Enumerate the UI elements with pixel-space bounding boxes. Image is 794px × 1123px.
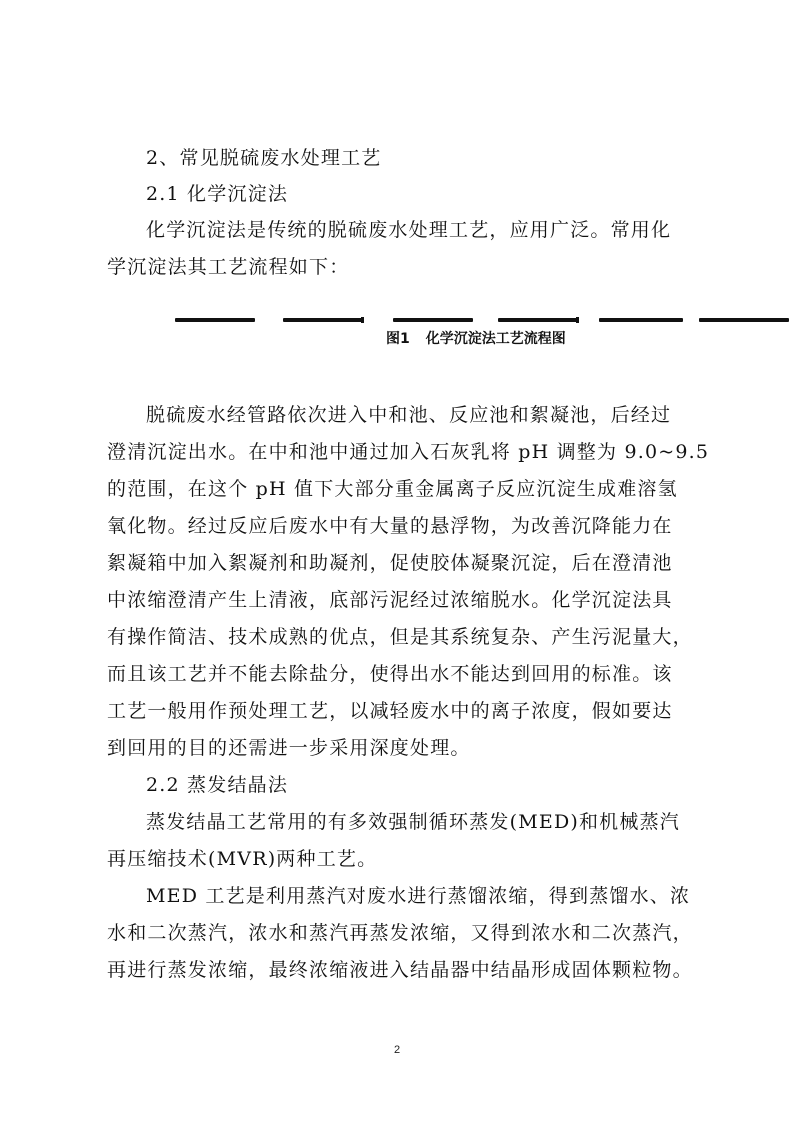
intro-line-1: 化学沉淀法是传统的脱硫废水处理工艺，应用广泛。常用化 <box>146 219 672 241</box>
flow-bar <box>599 318 683 322</box>
paragraph-1-line-3: 的范围，在这个 pH 值下大部分重金属离子反应沉淀生成难溶氢 <box>107 478 678 500</box>
paragraph-1-line-1: 脱硫废水经管路依次进入中和池、反应池和絮凝池，后经过 <box>146 404 672 426</box>
intro-line-2: 学沉淀法其工艺流程如下： <box>107 256 350 278</box>
paragraph-1-line-8: 而且该工艺并不能去除盐分，使得出水不能达到回用的标准。该 <box>107 663 673 685</box>
flow-bar <box>393 318 473 322</box>
paragraph-1-line-7: 有操作简洁、技术成熟的优点，但是其系统复杂、产生污泥量大， <box>107 626 693 648</box>
page-number: 2 <box>393 1044 401 1056</box>
flow-bar-end <box>576 317 579 323</box>
flow-bar <box>699 318 789 322</box>
evaporation-intro-line-1: 蒸发结晶工艺常用的有多效强制循环蒸发(MED)和机械蒸汽 <box>146 811 680 833</box>
paragraph-1-line-9: 工艺一般用作预处理工艺，以减轻废水中的离子浓度，假如要达 <box>107 700 673 722</box>
process-flow-figure <box>175 318 794 326</box>
section-heading: 2、常见脱硫废水处理工艺 <box>146 147 382 169</box>
paragraph-1-line-4: 氧化物。经过反应后废水中有大量的悬浮物，为改善沉降能力在 <box>107 515 673 537</box>
subsection-heading-chemical-precipitation: 2.1 化学沉淀法 <box>146 183 289 205</box>
flow-bar-end <box>361 317 364 323</box>
paragraph-1-line-5: 絮凝箱中加入絮凝剂和助凝剂，促使胶体凝聚沉淀，后在澄清池 <box>107 552 673 574</box>
figure-number: 图1 <box>386 331 410 347</box>
flow-bar <box>283 318 363 322</box>
figure-title: 化学沉淀法工艺流程图 <box>425 331 566 347</box>
paragraph-1-line-2: 澄清沉淀出水。在中和池中通过加入石灰乳将 pH 调整为 9.0~9.5 <box>107 441 710 463</box>
paragraph-2-line-3: 再进行蒸发浓缩，最终浓缩液进入结晶器中结晶形成固体颗粒物。 <box>107 959 693 981</box>
figure-caption <box>386 330 566 348</box>
paragraph-2-line-2: 水和二次蒸汽，浓水和蒸汽再蒸发浓缩，又得到浓水和二次蒸汽， <box>107 922 693 944</box>
paragraph-2-line-1: MED 工艺是利用蒸汽对废水进行蒸馏浓缩，得到蒸馏水、浓 <box>146 885 691 907</box>
flow-bar <box>498 318 578 322</box>
evaporation-intro-line-2: 再压缩技术(MVR)两种工艺。 <box>107 848 378 870</box>
paragraph-1-line-10: 到回用的目的还需进一步采用深度处理。 <box>107 737 471 759</box>
subsection-heading-evaporation: 2.2 蒸发结晶法 <box>146 774 289 796</box>
flow-bar <box>175 318 255 322</box>
paragraph-1-line-6: 中浓缩澄清产生上清液，底部污泥经过浓缩脱水。化学沉淀法具 <box>107 589 673 611</box>
